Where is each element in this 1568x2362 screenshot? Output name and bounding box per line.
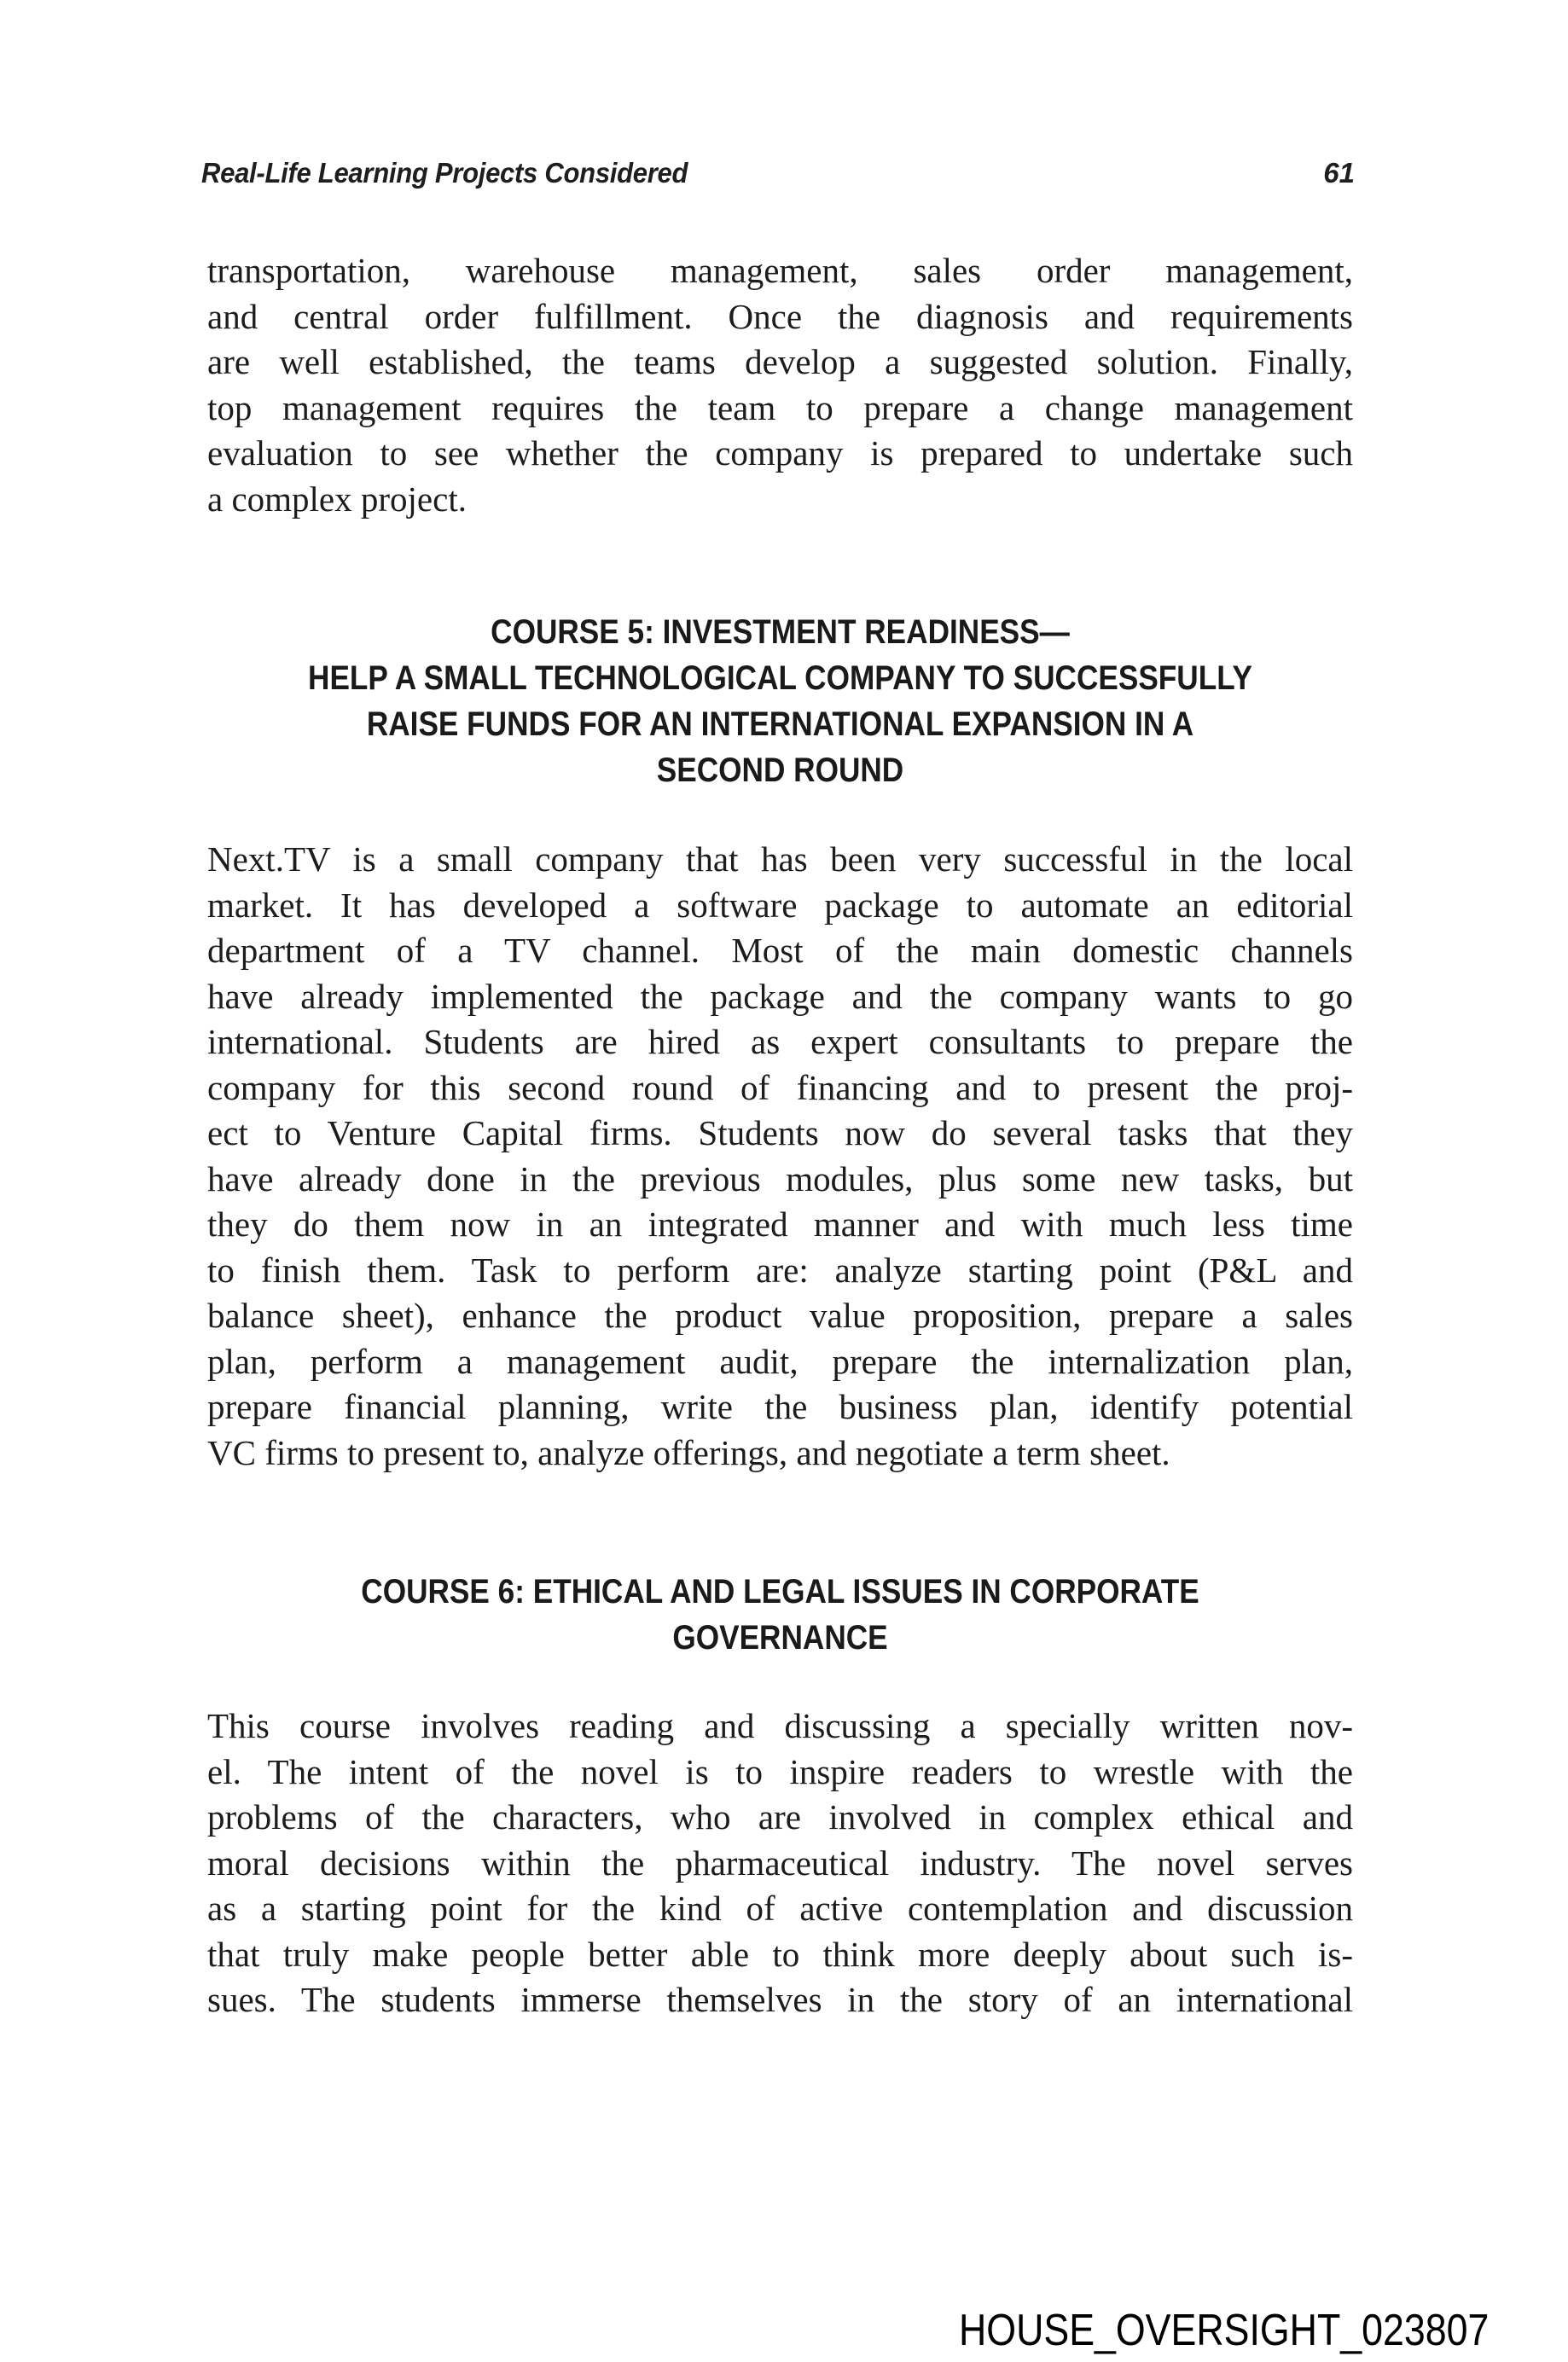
text-line: VC firms to present to, analyze offerings, and negotiate a term sheet. [207, 1432, 1170, 1472]
text-line: evaluation to see whether the company is prepared to undertake such [207, 433, 1353, 473]
text-line: have already implemented the package and the company wants to go [207, 976, 1353, 1016]
text-line: problems of the characters, who are involved in complex ethical and [207, 1797, 1353, 1837]
paragraph-course-6-body [207, 1703, 1353, 2023]
section-heading-course-5 [207, 609, 1353, 793]
running-header [201, 156, 1355, 190]
heading-line: SECOND ROUND [656, 752, 904, 789]
text-line: they do them now in an integrated manner and with much less time [207, 1204, 1353, 1244]
text-line: as a starting point for the kind of active contemplation and discussion [207, 1889, 1353, 1928]
text-line: prepare financial planning, write the business plan, identify potential [207, 1387, 1353, 1426]
bates-stamp: HOUSE_OVERSIGHT_023807 [959, 2306, 1490, 2355]
text-line: international. Students are hired as expert consultants to prepare the [207, 1022, 1353, 1061]
text-line: moral decisions within the pharmaceutical industry. The novel serves [207, 1843, 1353, 1883]
text-line: market. It has developed a software package to automate an editorial [207, 885, 1353, 925]
text-line: top management requires the team to prepare a change management [207, 387, 1353, 427]
heading-line: HELP A SMALL TECHNOLOGICAL COMPANY TO SUCCESSFULLY [308, 659, 1252, 697]
running-title: Real-Life Learning Projects Considered [201, 157, 688, 189]
text-line: to finish them. Task to perform are: analyze starting point (P&L and [207, 1250, 1353, 1290]
paragraph-intro-continued [207, 248, 1353, 522]
heading-line: COURSE 5: INVESTMENT READINESS— [491, 613, 1070, 651]
heading-line: GOVERNANCE [672, 1619, 888, 1657]
heading-line: RAISE FUNDS FOR AN INTERNATIONAL EXPANSION IN A [366, 705, 1194, 743]
text-line: and central order fulfillment. Once the diagnosis and requirements [207, 296, 1353, 336]
text-line: that truly make people better able to think more deeply about such is- [207, 1934, 1353, 1974]
text-line: This course involves reading and discussing a specially written nov- [207, 1706, 1353, 1745]
text-line: are well established, the teams develop a suggested solution. Finally, [207, 342, 1353, 381]
page-number: 61 [1323, 157, 1355, 189]
text-line: balance sheet), enhance the product value proposition, prepare a sales [207, 1296, 1353, 1335]
text-line: department of a TV channel. Most of the main domestic channels [207, 931, 1353, 970]
text-line: ect to Venture Capital firms. Students now do several tasks that they [207, 1113, 1353, 1152]
text-line: have already done in the previous modules, plus some new tasks, but [207, 1158, 1353, 1198]
text-line: company for this second round of financing and to present the proj- [207, 1067, 1353, 1107]
section-heading-course-6 [207, 1569, 1353, 1661]
text-line: a complex project. [207, 479, 467, 519]
text-line: transportation, warehouse management, sales order management, [207, 251, 1353, 290]
paragraph-course-5-body [207, 837, 1353, 1476]
text-line: Next.TV is a small company that has been very successful in the local [207, 839, 1353, 879]
text-line: plan, perform a management audit, prepare the internalization plan, [207, 1341, 1353, 1381]
heading-line: COURSE 6: ETHICAL AND LEGAL ISSUES IN CORPORATE [361, 1573, 1199, 1610]
text-line: sues. The students immerse themselves in the story of an international [207, 1980, 1353, 2019]
text-line: el. The intent of the novel is to inspire readers to wrestle with the [207, 1751, 1353, 1791]
